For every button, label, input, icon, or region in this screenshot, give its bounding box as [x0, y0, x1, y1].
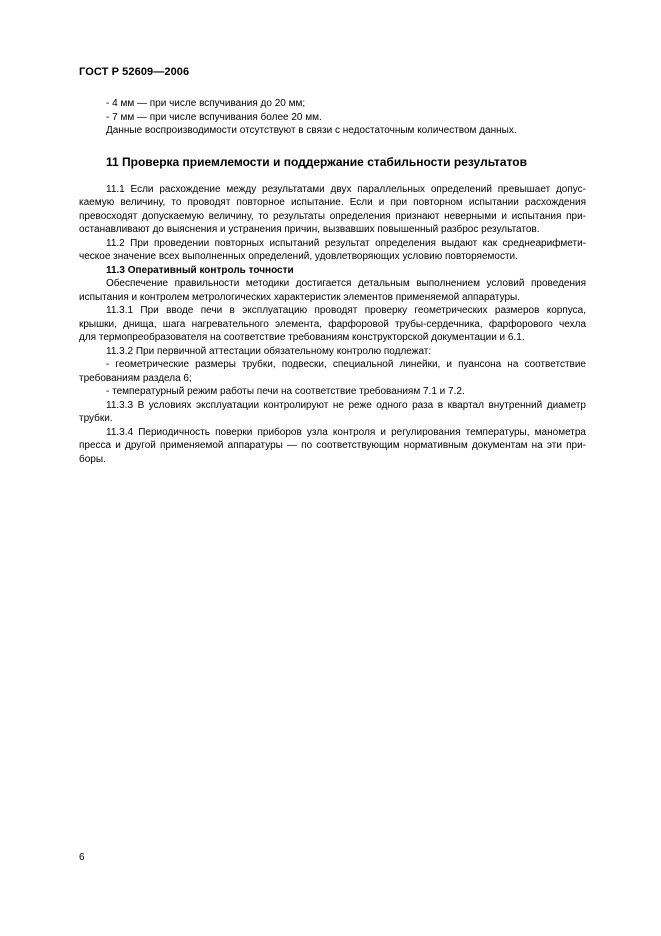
text-line: боры. — [79, 453, 106, 465]
text-line: требованиям раздела 6; — [79, 372, 192, 384]
clause-11-3-4 — [79, 426, 586, 467]
list-item: - 4 мм — при числе вспучивания до 20 мм; — [106, 98, 306, 109]
document-header: ГОСТ Р 52609—2006 — [79, 66, 190, 78]
clause-11-3-3 — [79, 399, 586, 426]
document-body — [79, 97, 586, 466]
clause-11-3-1 — [79, 304, 586, 345]
page-number: 6 — [79, 852, 85, 863]
list-item: - температурный режим работы печи на соответствие требованиям 7.1 и 7.2. — [106, 386, 465, 397]
clause-11-3-intro — [79, 277, 586, 304]
clause-11-1 — [79, 183, 586, 237]
paragraph: Данные воспроизводимости отсутствуют в связи с недостаточным количеством данных. — [106, 125, 517, 136]
text-line: для термопреобразователя на соответствие требованиям конструкторской документации и 6.1. — [79, 332, 525, 343]
list-item: - 7 мм — при числе вспучивания более 20 мм. — [106, 111, 322, 123]
section-heading: 11 Проверка приемлемости и поддержание стабильности результатов — [106, 154, 527, 169]
text-line: 11.3.4 Периодичность поверки приборов узла контроля и регулирования температуры, манометра — [106, 426, 586, 438]
text-line: 11.3.1 При вводе печи в эксплуатацию проводят проверку геометрических размеров корпуса, — [106, 305, 586, 316]
clause-11-3-2: 11.3.2 При первичной аттестации обязательному контролю подлежат: — [106, 345, 432, 357]
text-line: пресса и другой применяемой аппаратуры — по соответствующим нормативным документам на эти при- — [79, 440, 586, 451]
text-line: 11.1 Если расхождение между результатами двух параллельных определений превышает допус- — [106, 183, 586, 195]
text-line: Обеспечение правильности методики достигается детальным выполнением условий проведения — [106, 278, 586, 289]
text-line: крышки, днища, шага нагревательного элемента, фарфоровой трубы-сердечника, фарфорового чехла — [79, 318, 586, 330]
list-item — [79, 358, 586, 385]
clause-11-2 — [79, 237, 586, 264]
subsection-heading: 11.3 Оперативный контроль точности — [106, 264, 294, 276]
text-line: останавливают до выяснения и устранения причин, вызвавших повышенный разброс результатов. — [79, 224, 540, 235]
text-line: 11.2 При проведении повторных испытаний результат определения выдают как среднеарифмети- — [106, 237, 586, 249]
text-line: испытания и контролем метрологических характеристик элементов применяемой аппаратуры. — [79, 291, 521, 303]
text-line: превосходят допускаемую величину, то результаты определения признают неверными и испытания при- — [79, 210, 586, 222]
text-line: 11.3.3 В условиях эксплуатации контролируют не реже одного раза в квартал внутренний диаметр — [106, 399, 586, 411]
text-line: - геометрические размеры трубки, подвески, специальной линейки, и пуансона на соответствие — [106, 359, 586, 370]
text-line: трубки. — [79, 413, 113, 424]
text-line: ческое значение всех выполненных определений, удовлетворяющих условию повторяемости. — [79, 251, 518, 262]
text-line: каемую величину, то проводят повторное испытание. Если и при повторном испытании расхождения — [79, 197, 586, 208]
